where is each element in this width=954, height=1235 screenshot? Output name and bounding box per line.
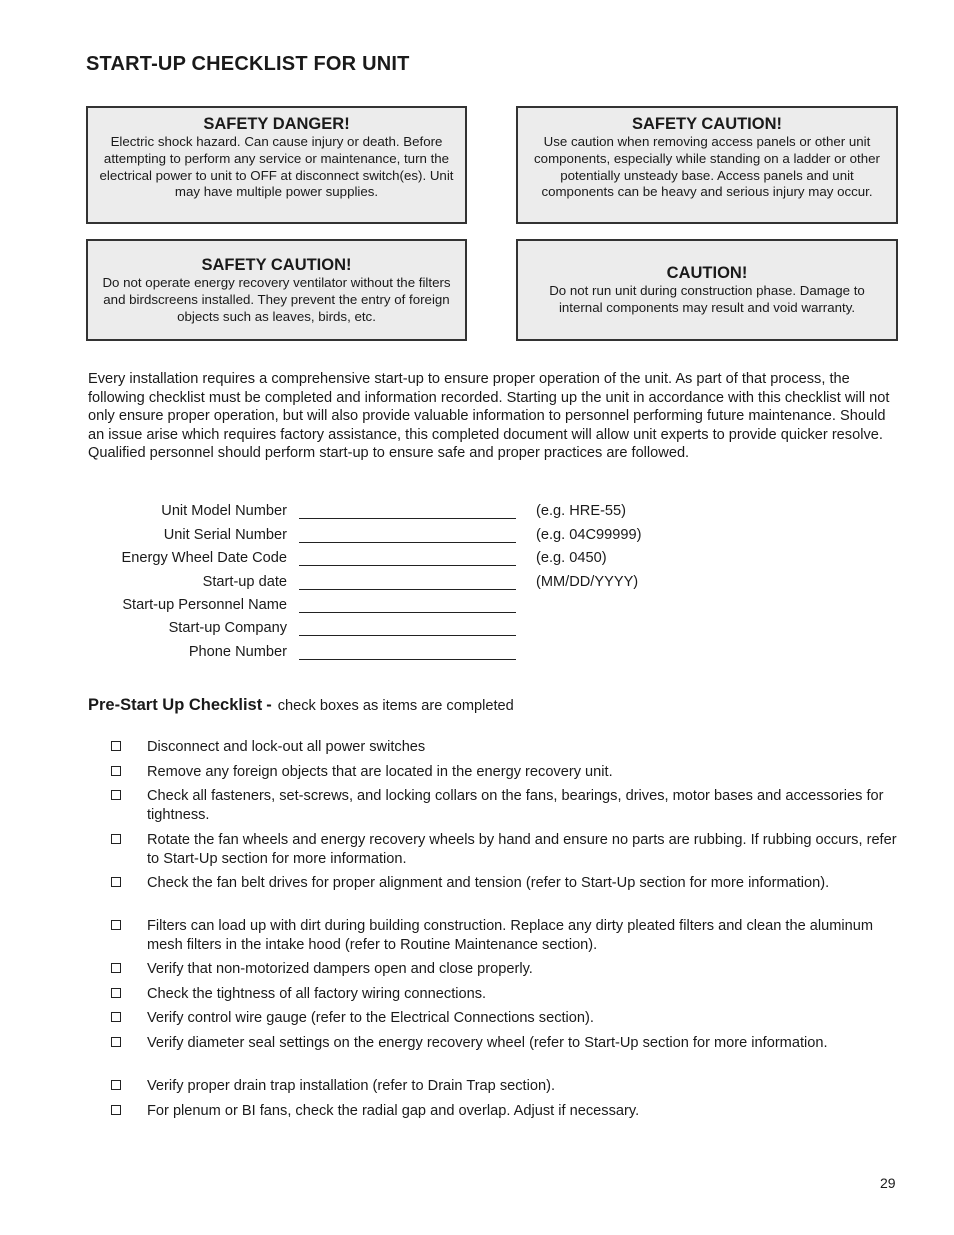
form-label: Start-up Company: [168, 620, 287, 636]
checkbox[interactable]: [111, 1012, 121, 1022]
checklist-item-text: For plenum or BI fans, check the radial gap and overlap. Adjust if necessary.: [147, 1103, 640, 1119]
checkbox[interactable]: [111, 766, 121, 776]
checklist-item-text: Verify that non-motorized dampers open and close properly.: [147, 961, 533, 977]
checklist-item-text: Filters can load up with dirt during building construction. Replace any dirty pleated filters and clean the aluminum mesh filters in the intake hood (refer to Routine Maintenance section).: [147, 918, 874, 953]
form-input-line[interactable]: [299, 612, 516, 613]
warning-text: Use caution when removing access panels or other unit components, especially while standing on a ladder or other potentially unsteady base. Access panels and unit components can be heavy and serious injury may occur.: [534, 134, 880, 200]
checkbox[interactable]: [111, 988, 121, 998]
form-input-line[interactable]: [299, 565, 516, 566]
checkbox[interactable]: [111, 834, 121, 844]
warning-text: Do not run unit during construction phase. Damage to internal components may result and void warranty.: [549, 283, 865, 315]
warning-title: SAFETY CAUTION!: [631, 115, 783, 133]
form-label: Unit Serial Number: [163, 527, 287, 543]
form-example: (e.g. 04C99999): [536, 527, 642, 543]
checkbox[interactable]: [111, 1080, 121, 1090]
caution-box-construction: [516, 239, 898, 341]
form-example: (e.g. 0450): [536, 550, 607, 566]
checkbox[interactable]: [111, 920, 121, 930]
form-row: [0, 597, 954, 617]
checklist-item-text: Verify control wire gauge (refer to the Electrical Connections section).: [147, 1010, 594, 1026]
form-example: (MM/DD/YYYY): [536, 574, 639, 590]
checklist-item-text: Remove any foreign objects that are located in the energy recovery unit.: [147, 764, 613, 780]
intro-paragraph: Every installation requires a comprehensive start-up to ensure proper operation of the unit. As part of that process, the following checklist must be completed and information recorded. Starting up the unit in accordance with this checklist will not only ensure proper operation, but will also provide valuable information to personnel performing future maintenance. Should an issue arise which requires factory assistance, this completed document will allow unit experts to provide quicker resolve. Qualified personnel should perform start-up to ensure safe and proper practices are followed.: [88, 371, 890, 462]
checkbox[interactable]: [111, 1105, 121, 1115]
checklist-item-text: Verify diameter seal settings on the energy recovery wheel (refer to Start-Up section for more information.: [147, 1035, 828, 1051]
form-row: [0, 620, 954, 640]
form-row: [0, 644, 954, 664]
checklist-item-text: Disconnect and lock-out all power switches: [147, 739, 426, 755]
form-label: Start-up Personnel Name: [122, 597, 287, 613]
form-input-line[interactable]: [299, 542, 516, 543]
checklist-item-text: Check the tightness of all factory wiring connections.: [147, 986, 487, 1002]
checkbox[interactable]: [111, 1037, 121, 1047]
form-row: [0, 527, 954, 547]
form-input-line[interactable]: [299, 589, 516, 590]
safety-caution-box-access-panels: [516, 106, 898, 224]
checkbox[interactable]: [111, 877, 121, 887]
checkbox[interactable]: [111, 790, 121, 800]
checkbox[interactable]: [111, 963, 121, 973]
warning-title: SAFETY DANGER!: [203, 115, 350, 133]
checklist-item-text: Check all fasteners, set-screws, and locking collars on the fans, bearings, drives, motor bases and accessories for tightness.: [147, 788, 884, 823]
warning-title: CAUTION!: [666, 264, 748, 282]
checklist-heading: [88, 696, 514, 715]
warning-text: Electric shock hazard. Can cause injury or death. Before attempting to perform any service or maintenance, turn the electrical power to unit to OFF at disconnect switch(es). Unit may have multiple power supplies.: [99, 134, 454, 200]
form-row: [0, 503, 954, 523]
form-label: Start-up date: [202, 574, 287, 590]
page-title: START-UP CHECKLIST FOR UNIT: [86, 53, 410, 75]
checklist-item-text: Rotate the fan wheels and energy recovery wheels by hand and ensure no parts are rubbing. If rubbing occurs, refer to Start-Up section for more information.: [147, 832, 897, 867]
checklist-title: Pre-Start Up Checklist: [88, 696, 263, 714]
page-number: 29: [880, 1175, 896, 1191]
form-label: Energy Wheel Date Code: [121, 550, 287, 566]
form-input-line[interactable]: [299, 518, 516, 519]
checklist-item-text: Verify proper drain trap installation (refer to Drain Trap section).: [147, 1078, 555, 1094]
checklist-note: check boxes as items are completed: [277, 698, 514, 714]
form-label: Phone Number: [188, 644, 287, 660]
safety-caution-box-filters: [86, 239, 467, 341]
form-row: [0, 574, 954, 594]
form-input-line[interactable]: [299, 659, 516, 660]
checkbox[interactable]: [111, 741, 121, 751]
safety-danger-box: [86, 106, 467, 224]
warning-title: SAFETY CAUTION!: [201, 256, 352, 274]
form-row: [0, 550, 954, 570]
warning-text: Do not operate energy recovery ventilator without the filters and birdscreens installed. They prevent the entry of foreign objects such as leaves, birds, etc.: [102, 275, 451, 324]
checklist-item-text: Check the fan belt drives for proper alignment and tension (refer to Start-Up section for more information).: [147, 875, 830, 891]
checklist-separator: -: [266, 696, 272, 714]
form-label: Unit Model Number: [161, 503, 287, 519]
form-input-line[interactable]: [299, 635, 516, 636]
form-example: (e.g. HRE-55): [536, 503, 627, 519]
